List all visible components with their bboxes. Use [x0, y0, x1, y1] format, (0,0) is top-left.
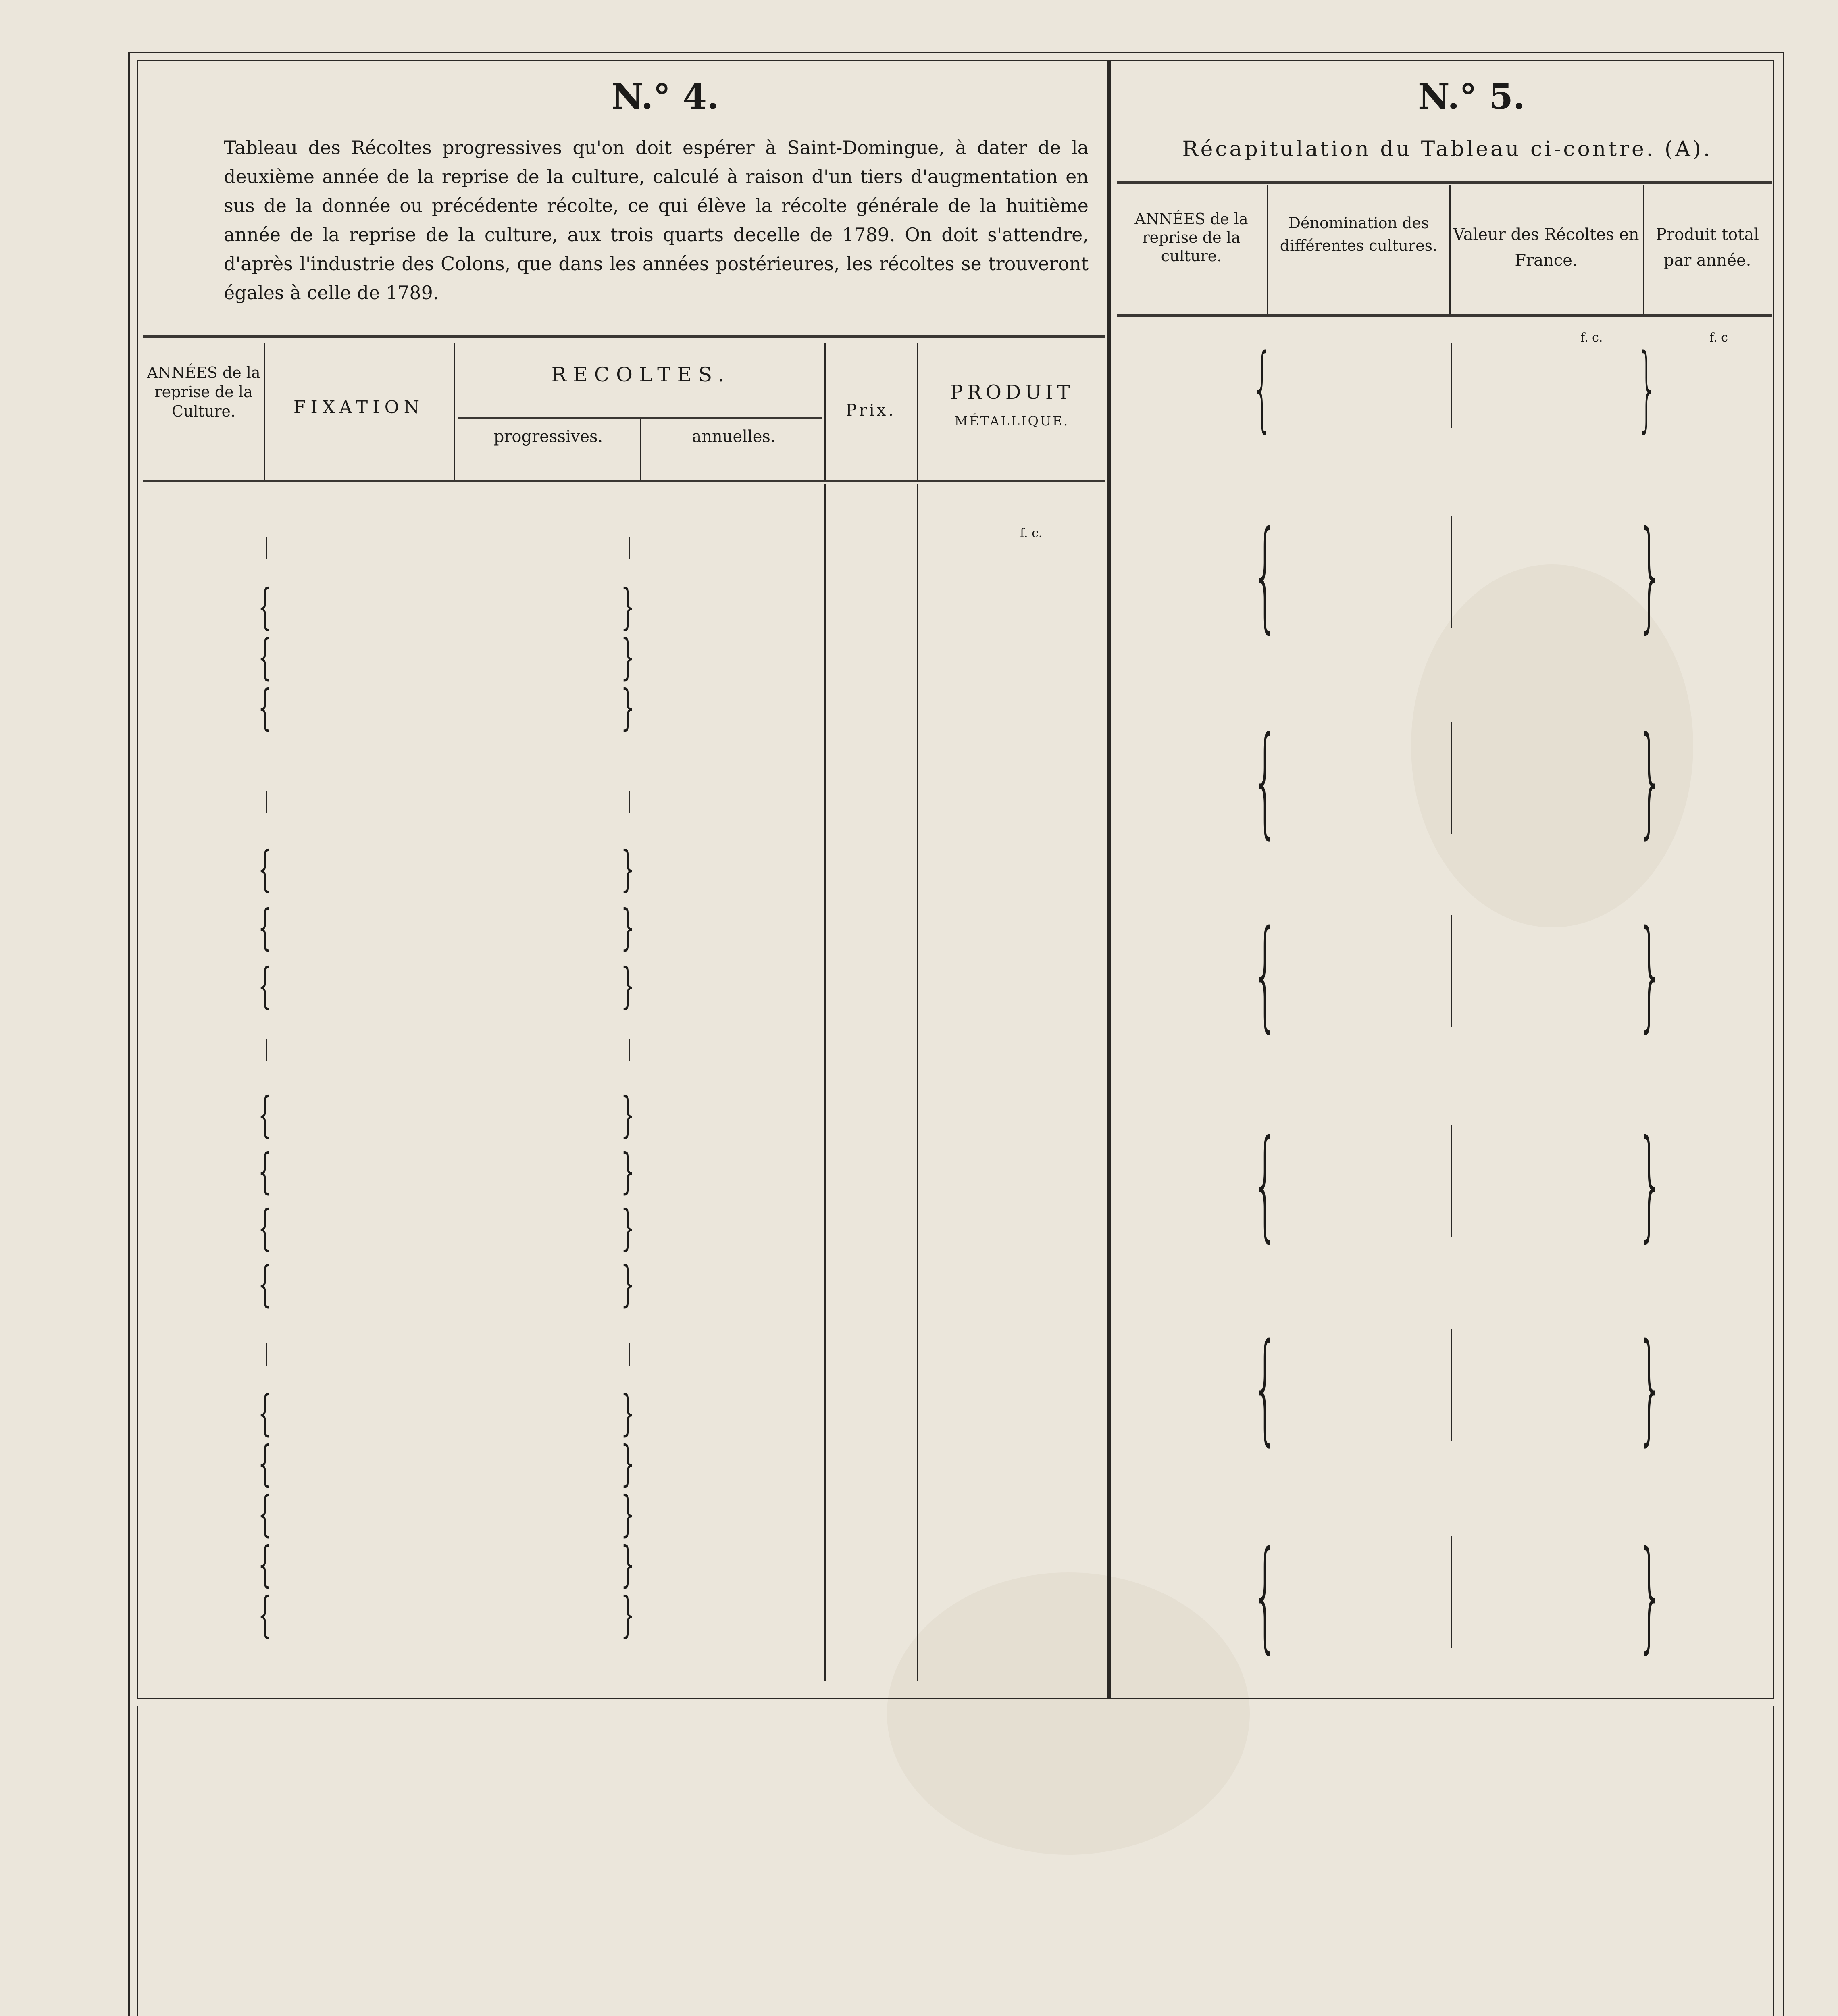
- table-row: [0, 1087, 1107, 1153]
- table-row: [0, 900, 1107, 968]
- recap-brace-left: {: [1252, 1525, 1279, 1665]
- col-header-prix: Prix.: [845, 401, 896, 420]
- col-rule: [824, 343, 826, 480]
- brace-right: }: [621, 579, 635, 635]
- header-rule-top: [143, 335, 1105, 338]
- row-bar: [629, 791, 630, 813]
- recap-brace-left: {: [1252, 904, 1279, 1044]
- t5-col-rule: [1643, 185, 1644, 314]
- table-5-heading: Récapitulation du Tableau ci-contre. (A).: [1182, 137, 1713, 161]
- row-bar: [266, 1343, 267, 1366]
- table-4-title: N.° 4.: [612, 77, 719, 117]
- recap-bar: [1451, 516, 1452, 628]
- table-row: [0, 1256, 1107, 1322]
- recap-bar: [1451, 1536, 1452, 1648]
- note-paragraph: [1597, 1720, 1742, 2016]
- brace-left: {: [258, 1537, 272, 1593]
- table-row: [0, 1385, 1107, 1445]
- table-row: [0, 1537, 1107, 1597]
- row-bar: [266, 537, 267, 559]
- recap-brace-right: }: [1637, 1525, 1664, 1665]
- row-bar: [629, 537, 630, 559]
- recap-brace-left: {: [1252, 334, 1273, 442]
- recap-brace-right: }: [1637, 904, 1664, 1044]
- brace-left: {: [258, 1143, 272, 1200]
- brace-left: {: [258, 1486, 272, 1542]
- brace-left: {: [258, 900, 272, 956]
- col-header-recoltes: RECOLTES.: [551, 363, 731, 386]
- brace-right: }: [621, 958, 635, 1014]
- row-bar: [629, 1039, 630, 1061]
- brace-right: }: [621, 841, 635, 897]
- table-row: [0, 680, 1107, 740]
- brace-left: {: [258, 1587, 272, 1643]
- brace-right: }: [621, 1200, 635, 1256]
- recap-brace-right: }: [1637, 1114, 1664, 1254]
- recap-bar: [1451, 1329, 1452, 1441]
- brace-left: {: [258, 841, 272, 897]
- t5-col-header-denomination: Dénomination des différentes cultures.: [1280, 214, 1438, 254]
- table-row: [0, 1486, 1107, 1546]
- col-rule: [640, 419, 641, 480]
- brace-right: }: [621, 1087, 635, 1143]
- table-row: [0, 1587, 1107, 1647]
- unit-fc: f. c.: [1020, 526, 1043, 540]
- table-row: [0, 579, 1107, 639]
- t5-col-header-produit: Produit total par année.: [1656, 225, 1759, 270]
- table-row: [0, 629, 1107, 689]
- brace-right: }: [621, 1537, 635, 1593]
- brace-left: {: [258, 958, 272, 1014]
- brace-right: }: [621, 680, 635, 736]
- t5-header-rule-bottom: [1117, 314, 1772, 317]
- brace-right: }: [621, 1436, 635, 1492]
- table-row: [0, 1345, 1107, 1395]
- col-rule: [917, 343, 918, 480]
- recap-brace-left: {: [1252, 1114, 1279, 1254]
- brace-left: {: [258, 579, 272, 635]
- recap-brace-left: {: [1252, 711, 1279, 851]
- brace-left: {: [258, 680, 272, 736]
- t5-col-header-annees: ANNÉES de la reprise de la culture.: [1134, 210, 1248, 265]
- col-header-fixation: FIXATION: [293, 397, 425, 418]
- recap-brace-left: {: [1252, 505, 1279, 645]
- col-header-annees: ANNÉES de la reprise de la Culture.: [147, 364, 260, 420]
- notes-label: [194, 2008, 246, 2016]
- note-paragraph: [1230, 1720, 1572, 2016]
- recap-bar: [1451, 915, 1452, 1027]
- note-paragraph: [909, 1720, 1054, 2016]
- recap-brace-right: }: [1637, 1318, 1664, 1458]
- table-row: [0, 538, 1107, 589]
- t5-col-header-valeur: Valeur des Récoltes en France.: [1453, 225, 1639, 270]
- recoltes-subrule: [458, 417, 822, 419]
- table-row: [0, 1200, 1107, 1266]
- note-paragraph: [258, 1720, 689, 2016]
- brace-left: {: [258, 1436, 272, 1492]
- table-row: [0, 841, 1107, 909]
- col-rule: [454, 343, 455, 480]
- t5-col-rule: [1449, 185, 1451, 314]
- table-row: [0, 792, 1107, 851]
- header-rule-bottom: [143, 480, 1105, 482]
- brace-left: {: [258, 1385, 272, 1441]
- t5-unit-fc-total: f. c: [1709, 331, 1728, 345]
- table-5-title: N.° 5.: [1418, 77, 1525, 117]
- col-header-metallique: MÉTALLIQUE.: [954, 413, 1070, 429]
- table-row: [0, 1143, 1107, 1210]
- brace-left: {: [258, 1200, 272, 1256]
- table-4-heading: Tableau des Récoltes progressives qu'on doit espérer à Saint-Domingue, à dater de la deuxième année de la reprise de la culture, calculé à raison d'un tiers d'augmentation en sus de la donnée ou précédente récolte, ce qui élève la récolte générale de la huitième année de la reprise de la culture, aux trois quarts decelle de 1789. On doit s'attendre, d'après l'industrie des Colons, que dans les années postérieures, les récoltes se trouveront égales à celle de 1789.: [224, 137, 1089, 304]
- brace-right: }: [621, 1486, 635, 1542]
- table-row: [0, 958, 1107, 1026]
- table-divider: [1107, 60, 1111, 1699]
- brace-right: }: [621, 1143, 635, 1200]
- brace-left: {: [258, 1087, 272, 1143]
- note-paragraph: [693, 1720, 903, 2016]
- t5-col-rule: [1267, 185, 1268, 314]
- col-header-produit: PRODUIT: [950, 381, 1074, 404]
- recap-bar: [1451, 1125, 1452, 1237]
- brace-left: {: [258, 629, 272, 685]
- row-bar: [629, 1343, 630, 1366]
- col-header-progressives: progressives.: [493, 427, 603, 446]
- row-bar: [266, 791, 267, 813]
- t5-header-rule-top: [1117, 181, 1772, 184]
- brace-right: }: [621, 1256, 635, 1312]
- col-header-annuelles: annuelles.: [692, 427, 776, 446]
- brace-right: }: [621, 1385, 635, 1441]
- row-bar: [266, 1039, 267, 1061]
- recap-brace-right: }: [1637, 334, 1658, 442]
- note-paragraph: [1060, 1720, 1193, 2016]
- brace-right: }: [621, 629, 635, 685]
- brace-right: }: [621, 1587, 635, 1643]
- recap-brace-right: }: [1637, 505, 1664, 645]
- col-rule: [264, 343, 265, 480]
- recap-brace-left: {: [1252, 1318, 1279, 1458]
- recap-bar: [1451, 722, 1452, 834]
- recap-brace-right: }: [1637, 711, 1664, 851]
- brace-right: }: [621, 900, 635, 956]
- t5-unit-fc: f. c.: [1580, 331, 1603, 345]
- brace-left: {: [258, 1256, 272, 1312]
- table-row: [0, 1436, 1107, 1496]
- recap-bar: [1451, 343, 1452, 428]
- table-row: [0, 1040, 1107, 1097]
